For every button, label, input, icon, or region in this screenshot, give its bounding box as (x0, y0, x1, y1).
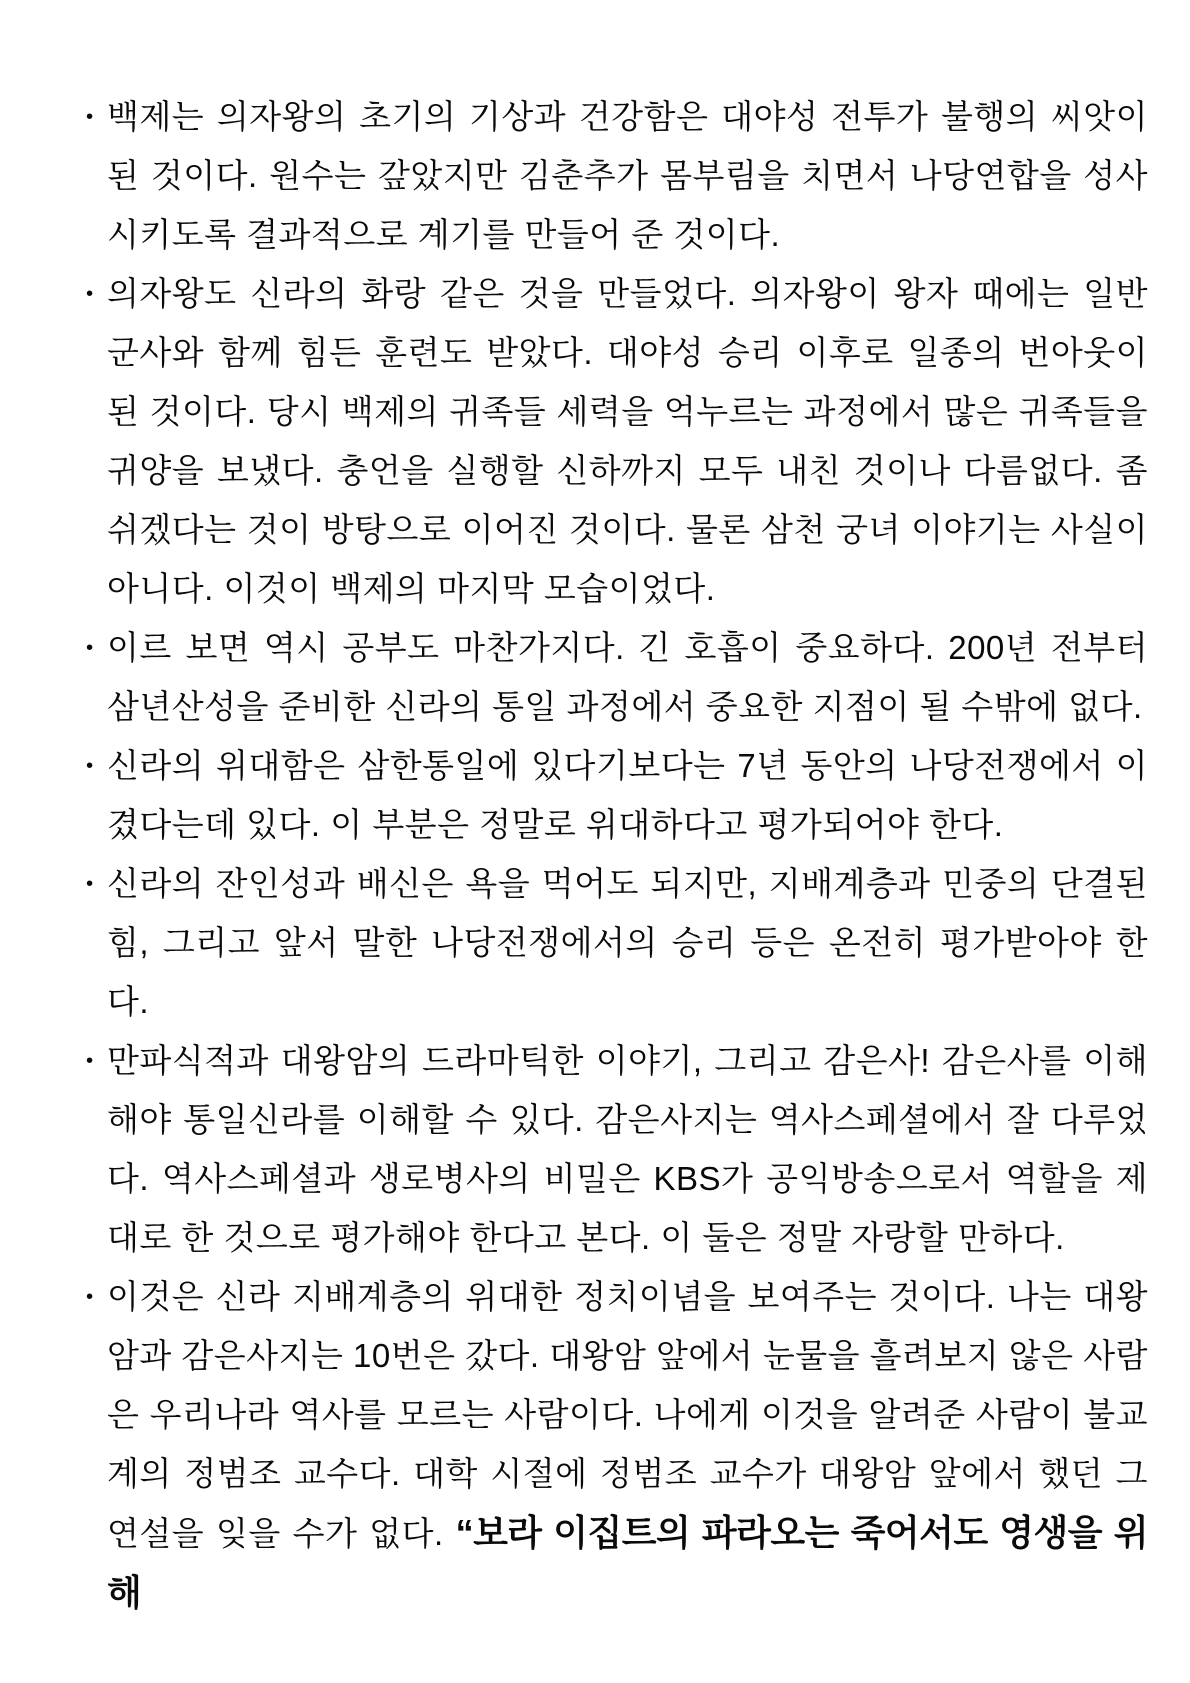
list-item-text: 의자왕도 신라의 화랑 같은 것을 만들었다. 의자왕이 왕자 때에는 일반 군사와 함께 힘든 훈련도 받았다. 대야성 승리 이후로 일종의 번아웃이 된 것이다. 당시 백제의 귀족들 세력을 억누르는 과정에서 많은 귀족들을 귀양을 보냈다. 충언을 실행할 신하까지 모두 내친 것이나 다름없다. 좀 쉬겠다는 것이 방탕으로 이어진 것이다. 물론 삼천 궁녀 이야기는 사실이 아니다. 이것이 백제의 마지막 모습이었다. (107, 275, 1148, 607)
list-item (85, 1031, 1148, 1267)
list-item (85, 264, 1148, 618)
list-item-text: 이것은 신라 지배계층의 위대한 정치이념을 보여주는 것이다. 나는 대왕암과 감은사지는 10번은 갔다. 대왕암 앞에서 눈물을 흘려보지 않은 사람은 우리나라 역사를 모르는 사람이다. 나에게 이것을 알려준 사람이 불교계의 정범조 교수다. 대학 시절에 정범조 교수가 대왕암 앞에서 했던 그 연설을 잊을 수가 없다. (107, 1278, 1148, 1552)
bullet-icon: • (86, 1285, 94, 1308)
list-item-text: 신라의 위대함은 삼한통일에 있다기보다는 7년 동안의 나당전쟁에서 이겼다는데 있다. 이 부분은 정말로 위대하다고 평가되어야 한다. (107, 747, 1148, 843)
bullet-icon: • (86, 105, 94, 128)
list-item (85, 736, 1148, 854)
list-item-text: 만파식적과 대왕암의 드라마틱한 이야기, 그리고 감은사! 감은사를 이해해야 통일신라를 이해할 수 있다. 감은사지는 역사스페셜에서 잘 다루었다. 역사스페셜과 생로병사의 비밀은 KBS가 공익방송으로서 역할을 제대로 한 것으로 평가해야 한다고 본다. 이 둘은 정말 자랑할 만하다. (107, 1042, 1148, 1256)
list-item-text: 이르 보면 역시 공부도 마찬가지다. 긴 호흡이 중요하다. 200년 전부터 삼년산성을 준비한 신라의 통일 과정에서 중요한 지점이 될 수밖에 없다. (107, 629, 1148, 725)
quote-bold-text: “보라 이집트의 파라오는 죽어서도 영생을 위해 (107, 1512, 1148, 1613)
list-item (85, 854, 1148, 1031)
list-item (85, 1267, 1148, 1623)
bullet-icon: • (86, 636, 94, 659)
bullet-list (85, 87, 1148, 1623)
list-item-text: 신라의 잔인성과 배신은 욕을 먹어도 되지만, 지배계층과 민중의 단결된 힘, 그리고 앞서 말한 나당전쟁에서의 승리 등은 온전히 평가받아야 한다. (107, 865, 1148, 1020)
list-item (85, 618, 1148, 736)
bullet-icon: • (86, 1049, 94, 1072)
bullet-icon: • (86, 282, 94, 305)
list-item (85, 87, 1148, 264)
list-item-text: 백제는 의자왕의 초기의 기상과 건강함은 대야성 전투가 불행의 씨앗이 된 것이다. 원수는 갚았지만 김춘추가 몸부림을 치면서 나당연합을 성사시키도록 결과적으로 계기를 만들어 준 것이다. (107, 98, 1148, 253)
bullet-icon: • (86, 872, 94, 895)
bullet-icon: • (86, 754, 94, 777)
